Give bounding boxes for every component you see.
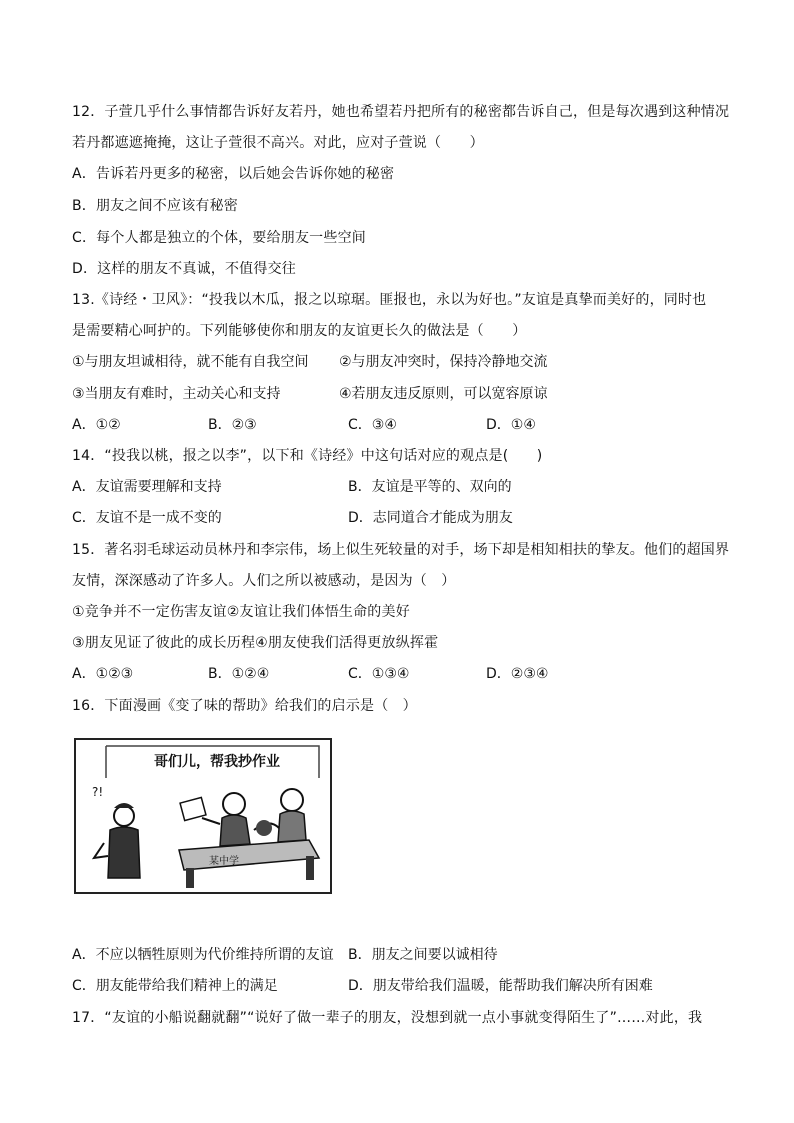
q13-statement-4: ④若朋友违反原则，可以宽容原谅 (339, 386, 548, 402)
cartoon-image (74, 738, 332, 894)
q13-option-c: C．③④ (348, 417, 397, 433)
q12-option-a: A．告诉若丹更多的秘密，以后她会告诉你她的秘密 (72, 166, 395, 182)
q15-option-a: A．①②③ (72, 666, 134, 682)
q14-option-b: B．友谊是平等的、双向的 (348, 479, 512, 495)
q14-stem-line1: 14．“投我以桃，报之以李”，以下和《诗经》中这句话对应的观点是( ) (72, 448, 543, 464)
q13-option-d: D．①④ (486, 417, 536, 433)
q15-stem-line1: 15．著名羽毛球运动员林丹和李宗伟，场上似生死较量的对手，场下却是相知相扶的挚友。他们的超国界 (72, 542, 730, 558)
q16-stem-line1: 16．下面漫画《变了味的帮助》给我们的启示是（ ） (72, 698, 417, 714)
q15-stem-line2: 友情，深深感动了许多人。人们之所以被感动，是因为（ ） (72, 573, 456, 589)
q16-option-b: B．朋友之间要以诚相待 (348, 947, 498, 963)
q15-option-d: D．②③④ (486, 666, 549, 682)
q12-option-d: D．这样的朋友不真诚，不值得交往 (72, 261, 296, 277)
cartoon-desk-text: 某中学 (209, 856, 239, 867)
q13-option-b: B．②③ (208, 417, 257, 433)
q14-option-c: C．友谊不是一成不变的 (72, 510, 222, 526)
q12-option-c: C．每个人都是独立的个体，要给朋友一些空间 (72, 230, 366, 246)
q13-statement-1: ①与朋友坦诚相待，就不能有自我空间 (72, 354, 309, 370)
q13-option-a: A．①② (72, 417, 121, 433)
q12-stem-line2: 若丹都遮遮掩掩，这让子萱很不高兴。对此，应对子萱说（ ） (72, 135, 484, 151)
q15-statements-3-4: ③朋友见证了彼此的成长历程④朋友使我们活得更放纵挥霍 (72, 635, 439, 651)
q14-option-a: A．友谊需要理解和支持 (72, 479, 222, 495)
q15-option-c: C．①③④ (348, 666, 410, 682)
q16-option-a: A．不应以牺牲原则为代价维持所谓的友谊 (72, 947, 334, 963)
q15-option-b: B．①②④ (208, 666, 270, 682)
q17-stem-line1: 17．“友谊的小船说翻就翻”“说好了做一辈子的朋友，没想到就一点小事就变得陌生了”……对此，我 (72, 1010, 703, 1026)
q13-statement-3: ③当朋友有难时，主动关心和支持 (72, 386, 281, 402)
q13-stem-line1: 13.《诗经・卫风》：“投我以木瓜，报之以琼琚。匪报也，永以为好也。”友谊是真挚而美好的，同时也 (72, 292, 707, 308)
q15-statements-1-2: ①竞争并不一定伤害友谊②友谊让我们体悟生命的美好 (72, 604, 410, 620)
cartoon-caption: 哥们儿，帮我抄作业 (154, 754, 280, 770)
q12-option-b: B．朋友之间不应该有秘密 (72, 198, 239, 214)
q14-option-d: D．志同道合才能成为朋友 (348, 510, 513, 526)
q16-option-d: D．朋友带给我们温暖，能帮助我们解决所有困难 (348, 978, 653, 994)
q12-stem-line1: 12．子萱几乎什么事情都告诉好友若丹，她也希望若丹把所有的秘密都告诉自己，但是每次遇到这种情况 (72, 104, 730, 120)
q16-option-c: C．朋友能带给我们精神上的满足 (72, 978, 278, 994)
q13-statement-2: ②与朋友冲突时，保持冷静地交流 (339, 354, 548, 370)
q13-stem-line2: 是需要精心呵护的。下列能够使你和朋友的友谊更长久的做法是（ ） (72, 323, 527, 339)
svg-text:?!: ?! (92, 785, 104, 799)
